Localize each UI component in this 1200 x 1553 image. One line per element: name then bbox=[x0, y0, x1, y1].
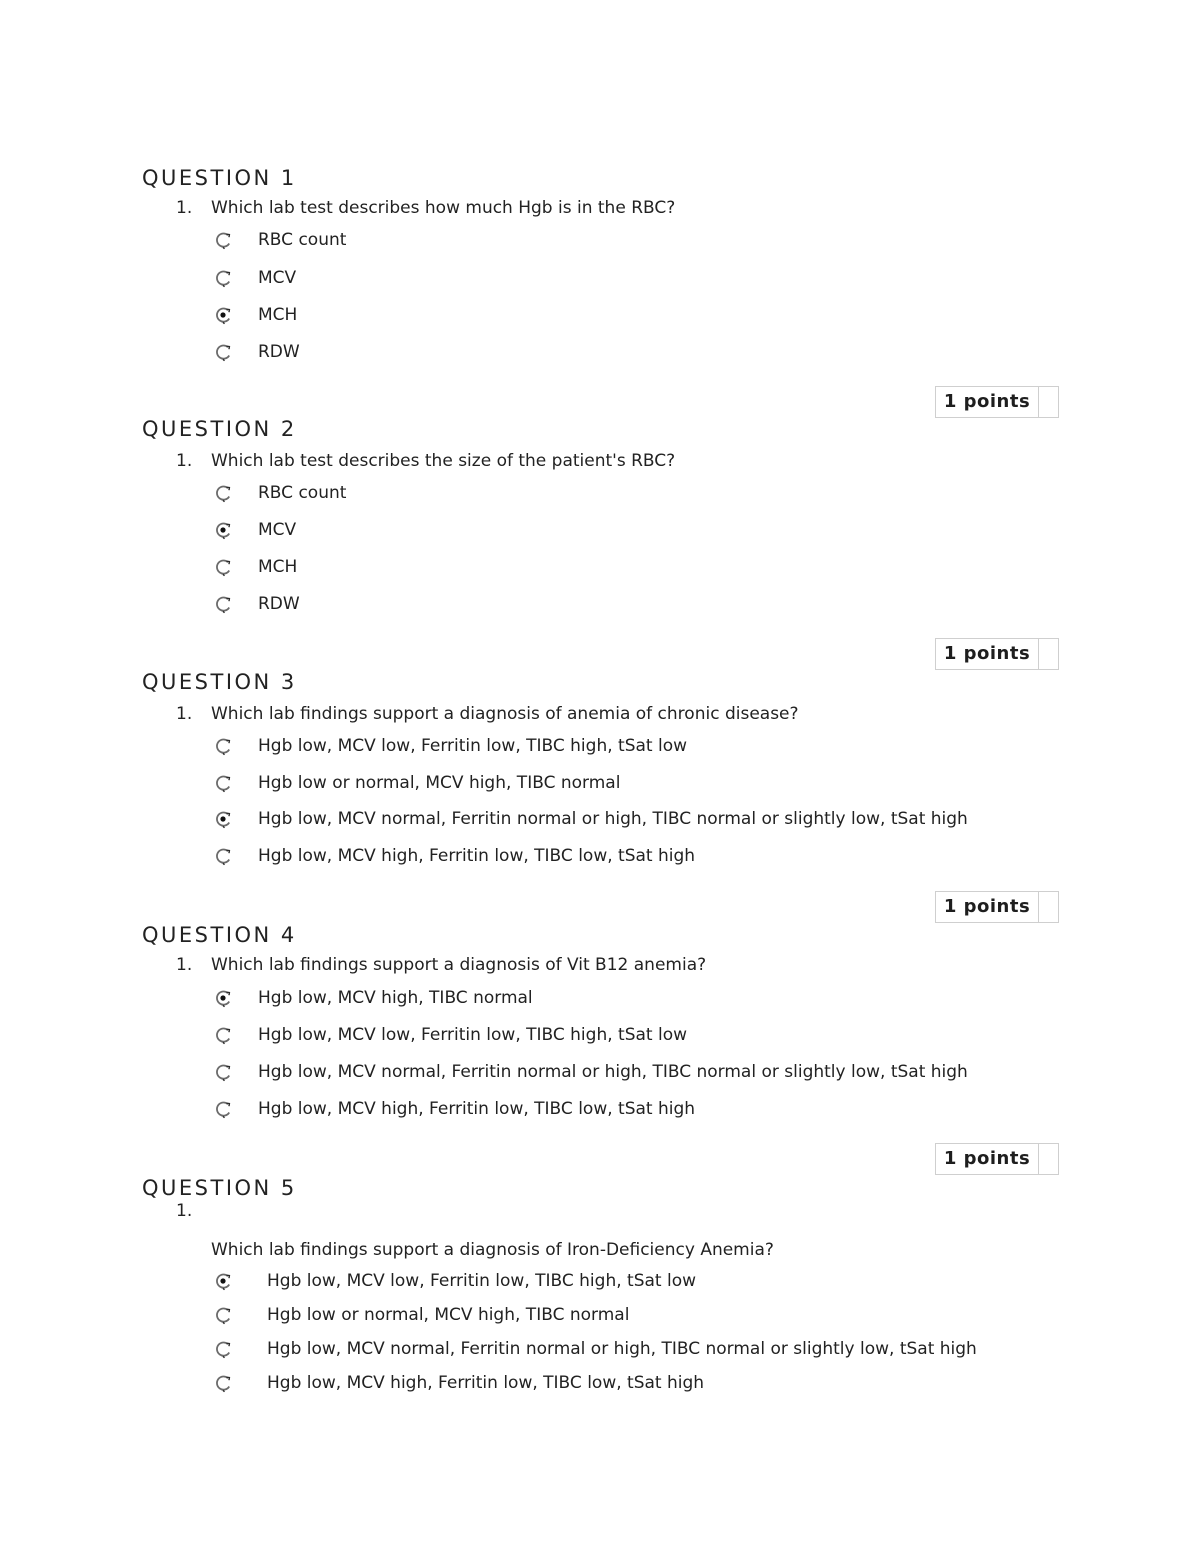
points-label: 1 points bbox=[936, 639, 1039, 669]
radio-button-icon[interactable] bbox=[214, 737, 232, 755]
question-5-text: Which lab findings support a diagnosis of Iron-Deficiency Anemia? bbox=[211, 1240, 774, 1260]
question-3-option-2[interactable] bbox=[214, 771, 620, 795]
option-label: RDW bbox=[258, 594, 300, 614]
option-label: Hgb low, MCV normal, Ferritin normal or high, TIBC normal or slightly low, tSat high bbox=[267, 1339, 977, 1359]
question-4-option-3[interactable] bbox=[214, 1060, 968, 1084]
question-5-number: 1. bbox=[176, 1201, 193, 1221]
option-label: RDW bbox=[258, 342, 300, 362]
radio-button-icon[interactable] bbox=[214, 1340, 232, 1358]
option-label: Hgb low, MCV low, Ferritin low, TIBC high, tSat low bbox=[258, 1025, 688, 1045]
points-label: 1 points bbox=[936, 387, 1039, 417]
option-label: RBC count bbox=[258, 483, 347, 503]
question-1-option-2[interactable] bbox=[214, 266, 296, 290]
question-1-points bbox=[935, 386, 1059, 418]
question-3-option-4[interactable] bbox=[214, 844, 695, 868]
question-2-option-1[interactable] bbox=[214, 481, 346, 505]
question-2-points bbox=[935, 638, 1059, 670]
points-label: 1 points bbox=[936, 892, 1039, 922]
option-label: Hgb low, MCV low, Ferritin low, TIBC high, tSat low bbox=[267, 1271, 697, 1291]
radio-button-icon[interactable] bbox=[214, 989, 232, 1007]
question-5-option-4[interactable] bbox=[214, 1371, 704, 1395]
radio-button-icon[interactable] bbox=[214, 595, 232, 613]
question-2-text: Which lab test describes the size of the patient's RBC? bbox=[211, 451, 676, 471]
points-input-box[interactable] bbox=[1039, 1144, 1058, 1174]
option-label: RBC count bbox=[258, 230, 347, 250]
option-label: Hgb low, MCV normal, Ferritin normal or high, TIBC normal or slightly low, tSat high bbox=[258, 809, 968, 829]
radio-button-icon[interactable] bbox=[214, 1063, 232, 1081]
option-label: Hgb low or normal, MCV high, TIBC normal bbox=[267, 1305, 630, 1325]
radio-button-icon[interactable] bbox=[214, 1272, 232, 1290]
question-4-option-4[interactable] bbox=[214, 1097, 695, 1121]
radio-button-icon[interactable] bbox=[214, 558, 232, 576]
question-1-option-4[interactable] bbox=[214, 340, 300, 364]
question-3-option-3[interactable] bbox=[214, 807, 968, 831]
question-5-title: QUESTION 5 bbox=[142, 1176, 297, 1200]
option-label: Hgb low, MCV high, TIBC normal bbox=[258, 988, 533, 1008]
points-input-box[interactable] bbox=[1039, 892, 1058, 922]
question-4-number: 1. bbox=[176, 955, 193, 975]
option-label: Hgb low, MCV high, Ferritin low, TIBC low, tSat high bbox=[267, 1373, 705, 1393]
radio-button-icon[interactable] bbox=[214, 810, 232, 828]
question-4-title: QUESTION 4 bbox=[142, 923, 297, 947]
option-label: Hgb low, MCV low, Ferritin low, TIBC high, tSat low bbox=[258, 736, 688, 756]
option-label: MCH bbox=[258, 557, 298, 577]
question-4-option-2[interactable] bbox=[214, 1023, 687, 1047]
question-3-number: 1. bbox=[176, 704, 193, 724]
radio-button-icon[interactable] bbox=[214, 269, 232, 287]
radio-button-icon[interactable] bbox=[214, 343, 232, 361]
question-2-title: QUESTION 2 bbox=[142, 417, 297, 441]
question-1-option-1[interactable] bbox=[214, 228, 346, 252]
option-label: Hgb low or normal, MCV high, TIBC normal bbox=[258, 773, 621, 793]
question-5-option-3[interactable] bbox=[214, 1337, 977, 1361]
radio-button-icon[interactable] bbox=[214, 1100, 232, 1118]
question-5-option-2[interactable] bbox=[214, 1303, 629, 1327]
option-label: Hgb low, MCV high, Ferritin low, TIBC low, tSat high bbox=[258, 846, 696, 866]
radio-button-icon[interactable] bbox=[214, 521, 232, 539]
radio-button-icon[interactable] bbox=[214, 1026, 232, 1044]
question-1-title: QUESTION 1 bbox=[142, 166, 297, 190]
option-label: MCH bbox=[258, 305, 298, 325]
question-2-option-4[interactable] bbox=[214, 592, 300, 616]
points-input-box[interactable] bbox=[1039, 387, 1058, 417]
radio-button-icon[interactable] bbox=[214, 484, 232, 502]
radio-button-icon[interactable] bbox=[214, 1306, 232, 1324]
question-5-option-1[interactable] bbox=[214, 1269, 696, 1293]
radio-button-icon[interactable] bbox=[214, 1374, 232, 1392]
question-2-number: 1. bbox=[176, 451, 193, 471]
points-input-box[interactable] bbox=[1039, 639, 1058, 669]
radio-button-icon[interactable] bbox=[214, 774, 232, 792]
question-1-option-3[interactable] bbox=[214, 303, 297, 327]
question-3-title: QUESTION 3 bbox=[142, 670, 297, 694]
points-label: 1 points bbox=[936, 1144, 1039, 1174]
question-4-points bbox=[935, 1143, 1059, 1175]
question-4-text: Which lab findings support a diagnosis of Vit B12 anemia? bbox=[211, 955, 707, 975]
question-2-option-3[interactable] bbox=[214, 555, 297, 579]
radio-button-icon[interactable] bbox=[214, 306, 232, 324]
question-3-points bbox=[935, 891, 1059, 923]
question-4-option-1[interactable] bbox=[214, 986, 533, 1010]
option-label: Hgb low, MCV normal, Ferritin normal or high, TIBC normal or slightly low, tSat high bbox=[258, 1062, 968, 1082]
option-label: Hgb low, MCV high, Ferritin low, TIBC low, tSat high bbox=[258, 1099, 696, 1119]
question-3-text: Which lab findings support a diagnosis of anemia of chronic disease? bbox=[211, 704, 799, 724]
option-label: MCV bbox=[258, 520, 297, 540]
question-1-number: 1. bbox=[176, 198, 193, 218]
question-1-text: Which lab test describes how much Hgb is in the RBC? bbox=[211, 198, 676, 218]
radio-button-icon[interactable] bbox=[214, 231, 232, 249]
question-3-option-1[interactable] bbox=[214, 734, 687, 758]
radio-button-icon[interactable] bbox=[214, 847, 232, 865]
question-2-option-2[interactable] bbox=[214, 518, 296, 542]
option-label: MCV bbox=[258, 268, 297, 288]
